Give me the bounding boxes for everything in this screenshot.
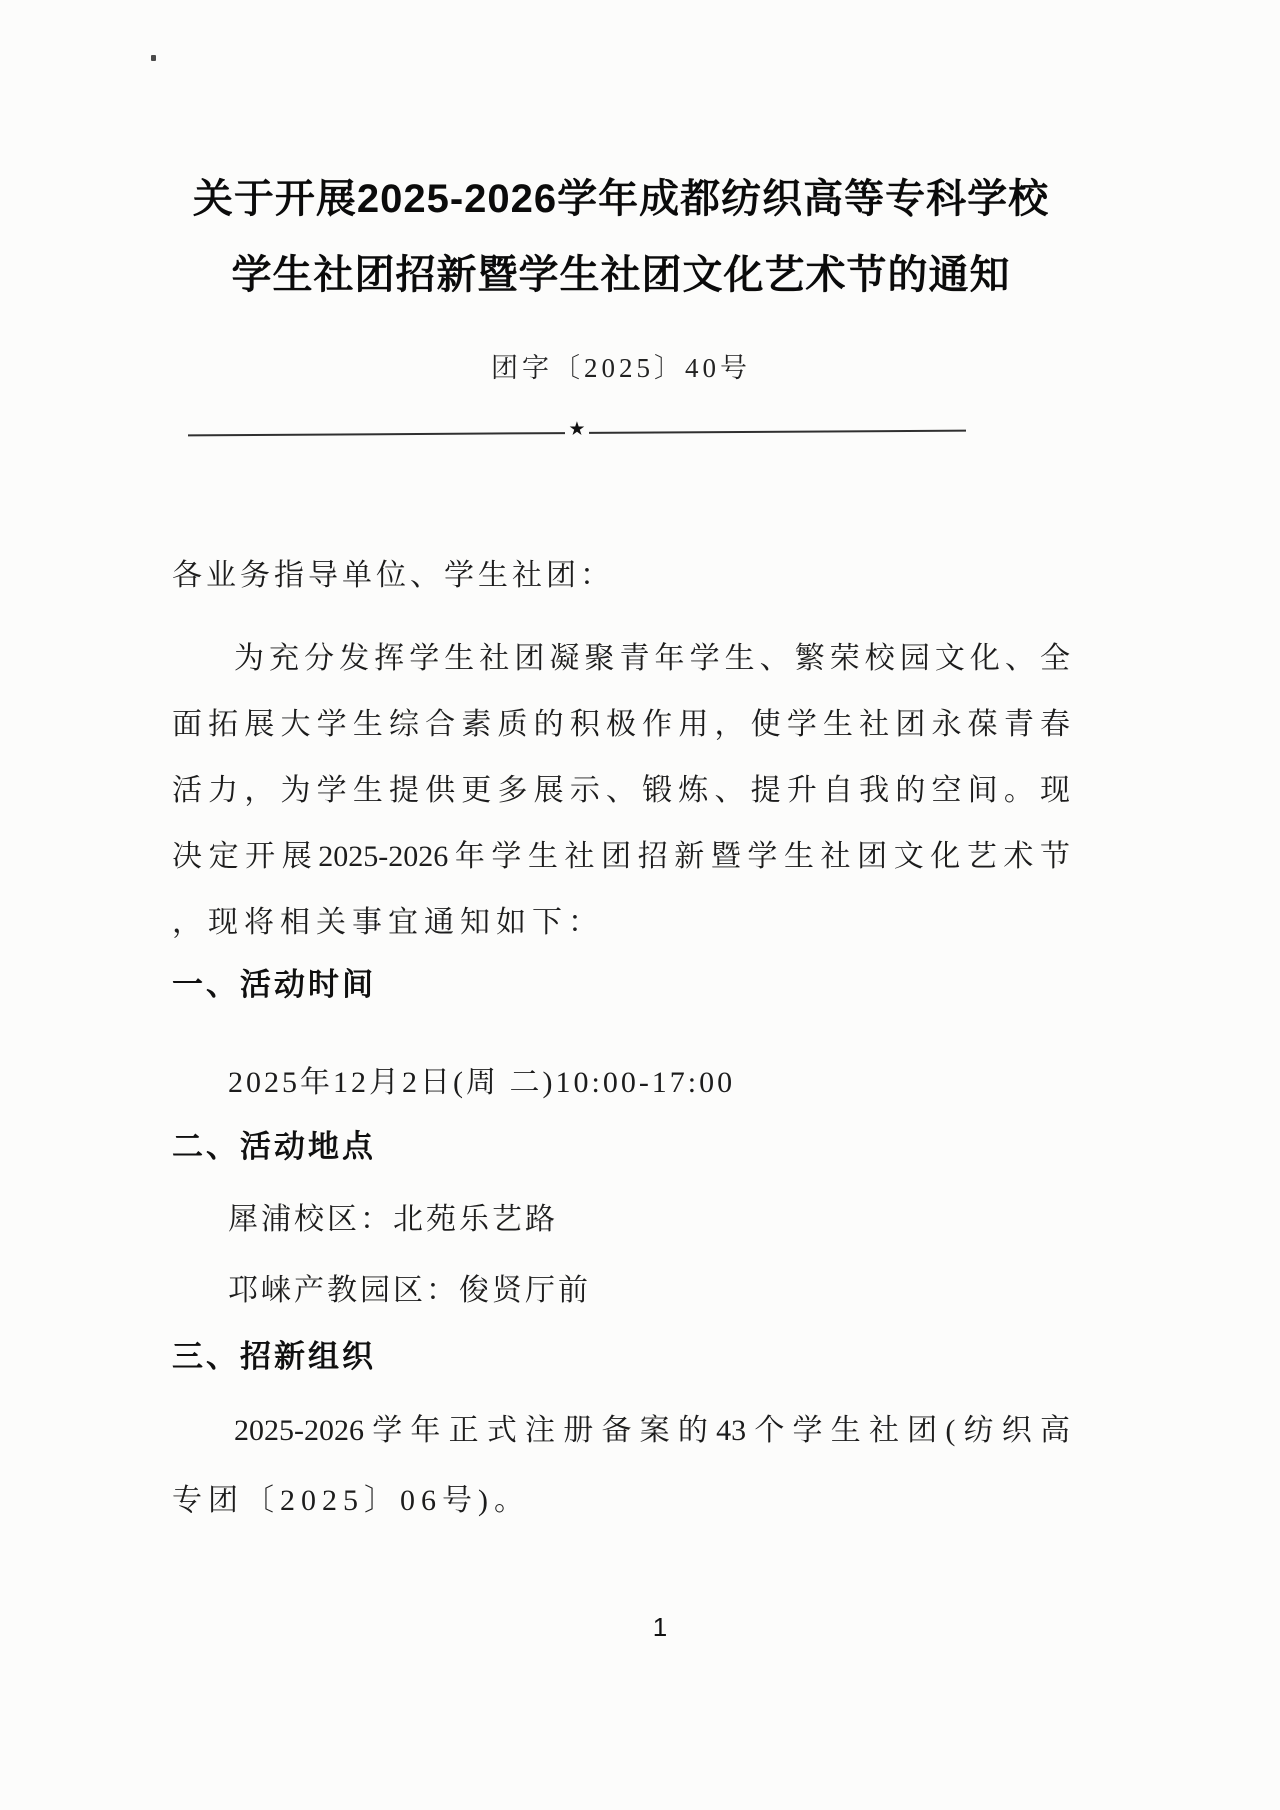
divider-rule-left: [188, 432, 565, 436]
document-content: [172, 0, 1070, 1643]
star-icon: ★: [568, 417, 586, 441]
scan-artifact-dot: [151, 55, 156, 61]
intro-line: 面拓展大学生综合素质的积极作用，使学生社团永葆青春: [172, 708, 1070, 741]
page-number: 1: [652, 1612, 668, 1642]
document-number: 团字〔2025〕40号: [491, 353, 751, 383]
star-divider: [188, 417, 966, 445]
location-qionglai-campus: 邛崃产教园区：俊贤厅前: [228, 1274, 591, 1307]
recruiting-line: 2025-2026学年正式注册备案的43个学生社团(纺织高: [234, 1414, 1070, 1447]
intro-line: ，现将相关事宜通知如下：: [172, 906, 604, 939]
section-heading-activity-location: 二、活动地点: [172, 1129, 376, 1164]
title-line-1: 关于开展2025-2026学年成都纺织高等专科学校: [192, 177, 1050, 221]
intro-line: 决定开展2025-2026年学生社团招新暨学生社团文化艺术节: [172, 840, 1070, 873]
divider-rule-right: [589, 429, 966, 433]
intro-line: 活力，为学生提供更多展示、锻炼、提升自我的空间。现: [172, 774, 1070, 807]
recruiting-paragraph: [172, 1396, 1070, 1536]
document-title: [172, 178, 1070, 296]
location-xipu-campus: 犀浦校区：北苑乐艺路: [228, 1203, 558, 1236]
recruiting-line: 专团〔2025〕06号)。: [172, 1484, 530, 1517]
salutation: 各业务指导单位、学生社团：: [172, 559, 614, 592]
intro-paragraph: [172, 626, 1070, 956]
activity-time-value: 2025年12月2日(周 二)10:00-17:00: [228, 1066, 736, 1099]
title-line-2: 学生社团招新暨学生社团文化艺术节的通知: [231, 253, 1011, 297]
intro-line: 为充分发挥学生社团凝聚青年学生、繁荣校园文化、全: [234, 642, 1070, 675]
section-heading-activity-time: 一、活动时间: [172, 967, 376, 1002]
section-heading-recruiting-organizations: 三、招新组织: [172, 1339, 376, 1374]
